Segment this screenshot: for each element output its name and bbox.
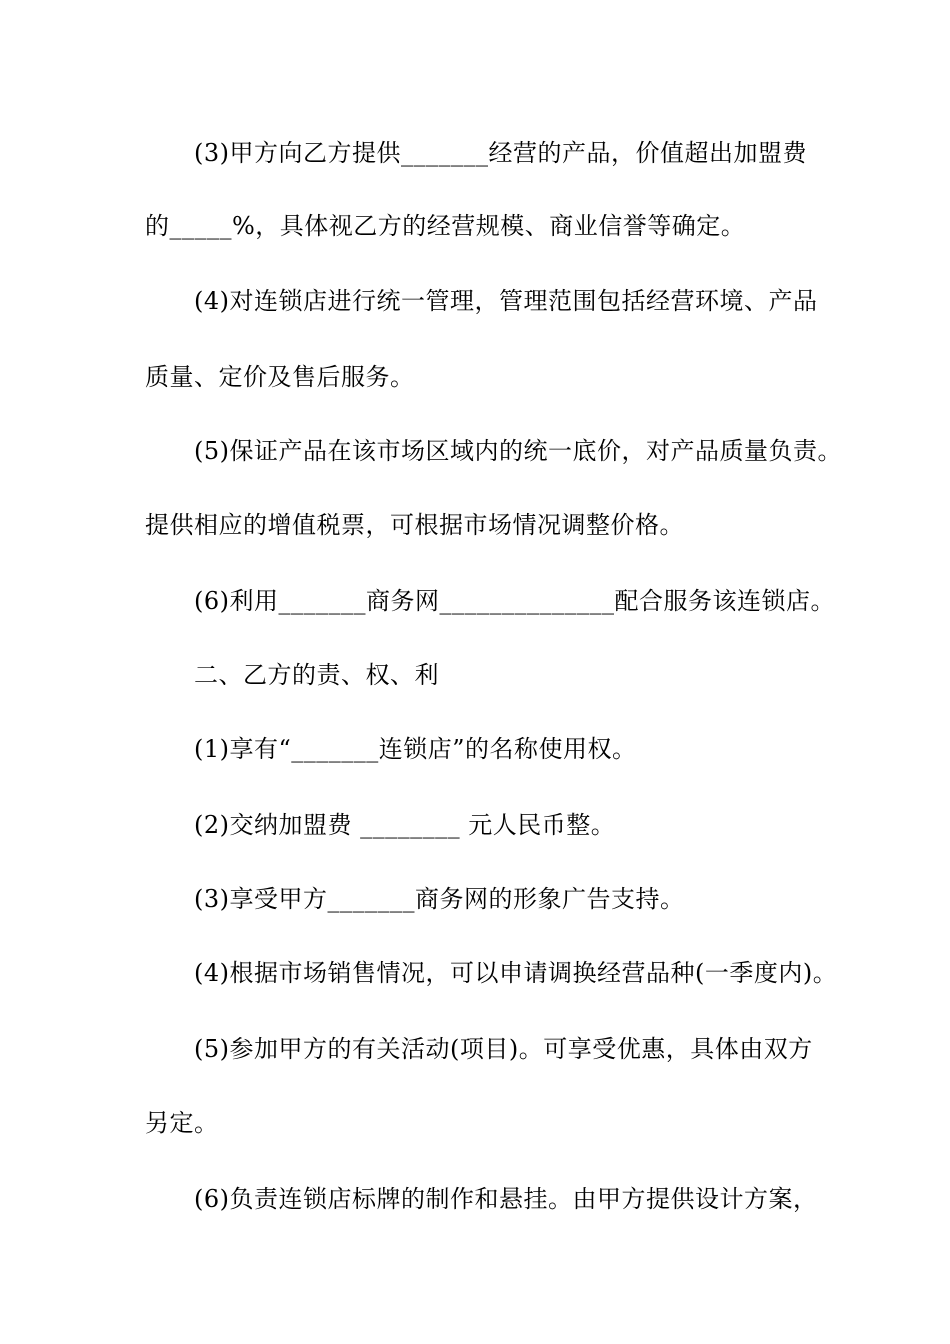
paragraph-line-5b: 提供相应的增值税票，可根据市场情况调整价格。 — [145, 511, 684, 539]
item-line-2: (2)交纳加盟费 ________ 元人民币整。 — [194, 811, 616, 839]
section-heading: 二、乙方的责、权、利 — [194, 661, 439, 689]
paragraph-line-6: (6)利用_______商务网______________配合服务该连锁店。 — [194, 587, 835, 615]
paragraph-line-5a: (5)保证产品在该市场区域内的统一底价，对产品质量负责。 — [194, 437, 842, 465]
paragraph-line-3a: (3)甲方向乙方提供_______经营的产品，价值超出加盟费 — [194, 139, 807, 167]
paragraph-line-4b: 质量、定价及售后服务。 — [145, 363, 415, 391]
paragraph-line-4a: (4)对连锁店进行统一管理，管理范围包括经营环境、产品 — [194, 287, 818, 315]
item-line-5b: 另定。 — [145, 1109, 219, 1137]
item-line-3: (3)享受甲方_______商务网的形象广告支持。 — [194, 885, 685, 913]
paragraph-line-3b: 的_____%，具体视乙方的经营规模、商业信誉等确定。 — [145, 212, 746, 240]
item-line-6: (6)负责连锁店标牌的制作和悬挂。由甲方提供设计方案， — [194, 1185, 818, 1213]
item-line-1: (1)享有“_______连锁店”的名称使用权。 — [194, 735, 637, 763]
item-line-5a: (5)参加甲方的有关活动(项目)。可享受优惠，具体由双方 — [194, 1035, 813, 1063]
item-line-4: (4)根据市场销售情况，可以申请调换经营品种(一季度内)。 — [194, 959, 838, 987]
